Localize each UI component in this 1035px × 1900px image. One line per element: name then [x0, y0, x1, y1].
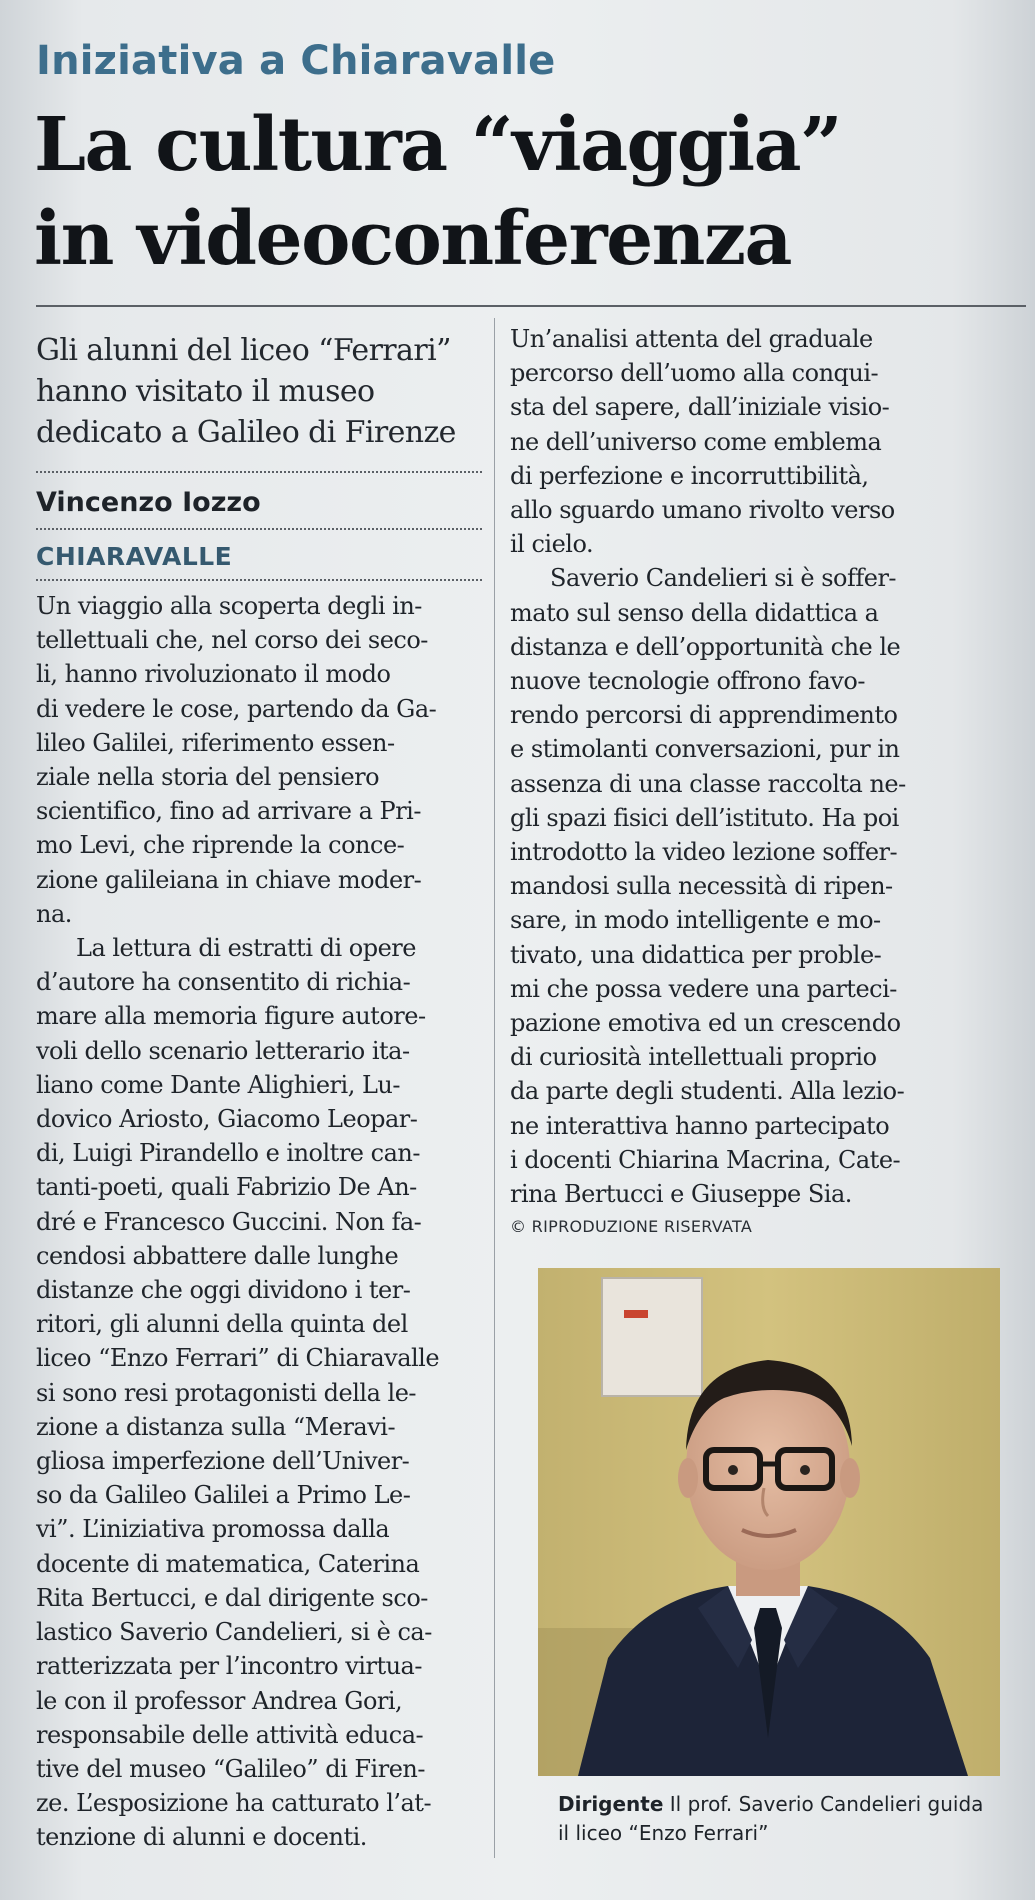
text-line: dovico Ariosto, Giacomo Leopar- [36, 1105, 418, 1134]
text-line: e stimolanti conversazioni, pur in [510, 735, 900, 764]
copyright-notice: © RIPRODUZIONE RISERVATA [510, 1217, 753, 1237]
portrait-illustration [538, 1268, 1000, 1776]
text-line: ze. L’esposizione ha catturato l’at- [36, 1789, 432, 1818]
text-line: lastico Saverio Candelieri, si è ca- [36, 1618, 432, 1647]
photo-caption [558, 1790, 998, 1848]
left-column [36, 322, 482, 1855]
article-body-left [36, 589, 482, 1855]
text-line: di perfezione e incorruttibilità, [510, 461, 869, 490]
text-line: sare, in modo intelligente e mo- [510, 906, 881, 935]
text-line: tellettuali che, nel corso dei seco- [36, 626, 428, 655]
paragraph [510, 561, 1006, 1211]
article-body-right [510, 322, 1006, 1211]
text-line: Un’analisi attenta del graduale [510, 325, 873, 353]
text-line: liceo “Enzo Ferrari” di Chiaravalle [36, 1344, 440, 1373]
text-line: gli spazi fisici dell’istituto. Ha poi [510, 803, 899, 832]
text-line: mandosi sulla necessità di ripen- [510, 872, 893, 901]
text-line: cendosi abbattere dalle lunghe [36, 1241, 399, 1270]
text-line: mi che possa vedere una parteci- [510, 974, 897, 1003]
text-line: mato sul senso della didattica a [510, 598, 879, 627]
top-rule [36, 305, 1026, 307]
deck-line: Gli alunni del liceo “Ferrari” [36, 333, 451, 368]
column-divider [494, 318, 495, 1858]
text-line: i docenti Chiarina Macrina, Cate- [510, 1145, 901, 1174]
caption-label: Dirigente [558, 1792, 664, 1816]
deck-line: dedicato a Galileo di Firenze [36, 415, 456, 450]
text-line: liano come Dante Alighieri, Lu- [36, 1070, 400, 1099]
text-line: rina Bertucci e Giuseppe Sia. [510, 1180, 852, 1209]
text-line: voli dello scenario letterario ita- [36, 1036, 410, 1065]
headline-line: La cultura “viaggia” [34, 102, 842, 188]
text-line: da parte degli studenti. Alla lezio- [510, 1077, 905, 1106]
text-line: introdotto la video lezione soffer- [510, 838, 898, 867]
text-line: docente di matematica, Caterina [36, 1549, 420, 1578]
text-line: d’autore ha consentito di richia- [36, 968, 411, 997]
text-line: pazione emotiva ed un crescendo [510, 1009, 901, 1038]
text-line: lileo Galilei, riferimento essen- [36, 728, 395, 757]
text-line: sta del sapere, dall’iniziale visio- [510, 393, 890, 422]
text-line: tive del museo “Galileo” di Firen- [36, 1754, 425, 1783]
dotted-rule [36, 579, 482, 581]
text-line: assenza di una classe raccolta ne- [510, 769, 906, 798]
text-line: tenzione di alunni e docenti. [36, 1823, 367, 1852]
portrait-photo [538, 1268, 1000, 1776]
text-line: zione galileiana in chiave moder- [36, 865, 422, 894]
text-line: mare alla memoria figure autore- [36, 1002, 426, 1031]
text-line: di curiosità intellettuali proprio [510, 1043, 877, 1072]
text-line: nuove tecnologie offrono favo- [510, 667, 865, 696]
text-line: dré e Francesco Guccini. Non fa- [36, 1207, 422, 1236]
text-line: si sono resi protagonisti della le- [36, 1378, 417, 1407]
headline-line: in videoconferenza [34, 196, 791, 282]
deck-line: hanno visitato il museo [36, 374, 375, 409]
text-line: ne interattiva hanno partecipato [510, 1111, 890, 1140]
text-line: allo sguardo umano rivolto verso [510, 496, 895, 525]
text-line: Un viaggio alla scoperta degli in- [36, 592, 422, 620]
text-line: vi”. L’iniziativa promossa dalla [36, 1515, 390, 1544]
text-line: ziale nella storia del pensiero [36, 763, 380, 792]
text-line: La lettura di estratti di opere [76, 934, 416, 963]
caption-text: Il prof. Saverio Candelieri guida il liceo “Enzo Ferrari” [558, 1792, 984, 1845]
text-line: di vedere le cose, partendo da Ga- [36, 694, 437, 723]
paragraph [36, 931, 482, 1854]
text-line: distanza e dell’opportunità che le [510, 632, 901, 661]
text-line: tivato, una didattica per proble- [510, 940, 882, 969]
text-line: ratterizzata per l’incontro virtua- [36, 1652, 422, 1681]
paragraph [510, 322, 1006, 561]
text-line: li, hanno rivoluzionato il modo [36, 660, 391, 689]
text-line: distanze che oggi dividono i ter- [36, 1276, 411, 1305]
text-line: tanti-poeti, quali Fabrizio De An- [36, 1173, 417, 1202]
author-byline: Vincenzo Iozzo [36, 487, 261, 518]
deck [36, 330, 482, 453]
text-line: na. [36, 899, 72, 928]
text-line: il cielo. [510, 530, 594, 559]
kicker: Iniziativa a Chiaravalle [36, 38, 556, 84]
text-line: di, Luigi Pirandello e inoltre can- [36, 1139, 420, 1168]
text-line: ritori, gli alunni della quinta del [36, 1310, 408, 1339]
headline [34, 98, 1014, 286]
paragraph [36, 589, 482, 931]
text-line: Saverio Candelieri si è soffer- [550, 564, 897, 593]
text-line: rendo percorsi di apprendimento [510, 701, 898, 730]
right-column [510, 322, 1006, 1236]
text-line: gliosa imperfezione dell’Univer- [36, 1447, 410, 1476]
text-line: le con il professor Andrea Gori, [36, 1686, 403, 1715]
text-line: mo Levi, che riprende la conce- [36, 831, 405, 860]
text-line: so da Galileo Galilei a Primo Le- [36, 1481, 411, 1510]
text-line: percorso dell’uomo alla conqui- [510, 359, 879, 388]
text-line: scientifico, fino ad arrivare a Pri- [36, 797, 421, 826]
dateline: CHIARAVALLE [36, 542, 233, 571]
text-line: responsabile delle attività educa- [36, 1720, 424, 1749]
text-line: Rita Bertucci, e dal dirigente sco- [36, 1583, 428, 1612]
text-line: zione a distanza sulla “Meravi- [36, 1412, 396, 1441]
text-line: ne dell’universo come emblema [510, 427, 882, 456]
